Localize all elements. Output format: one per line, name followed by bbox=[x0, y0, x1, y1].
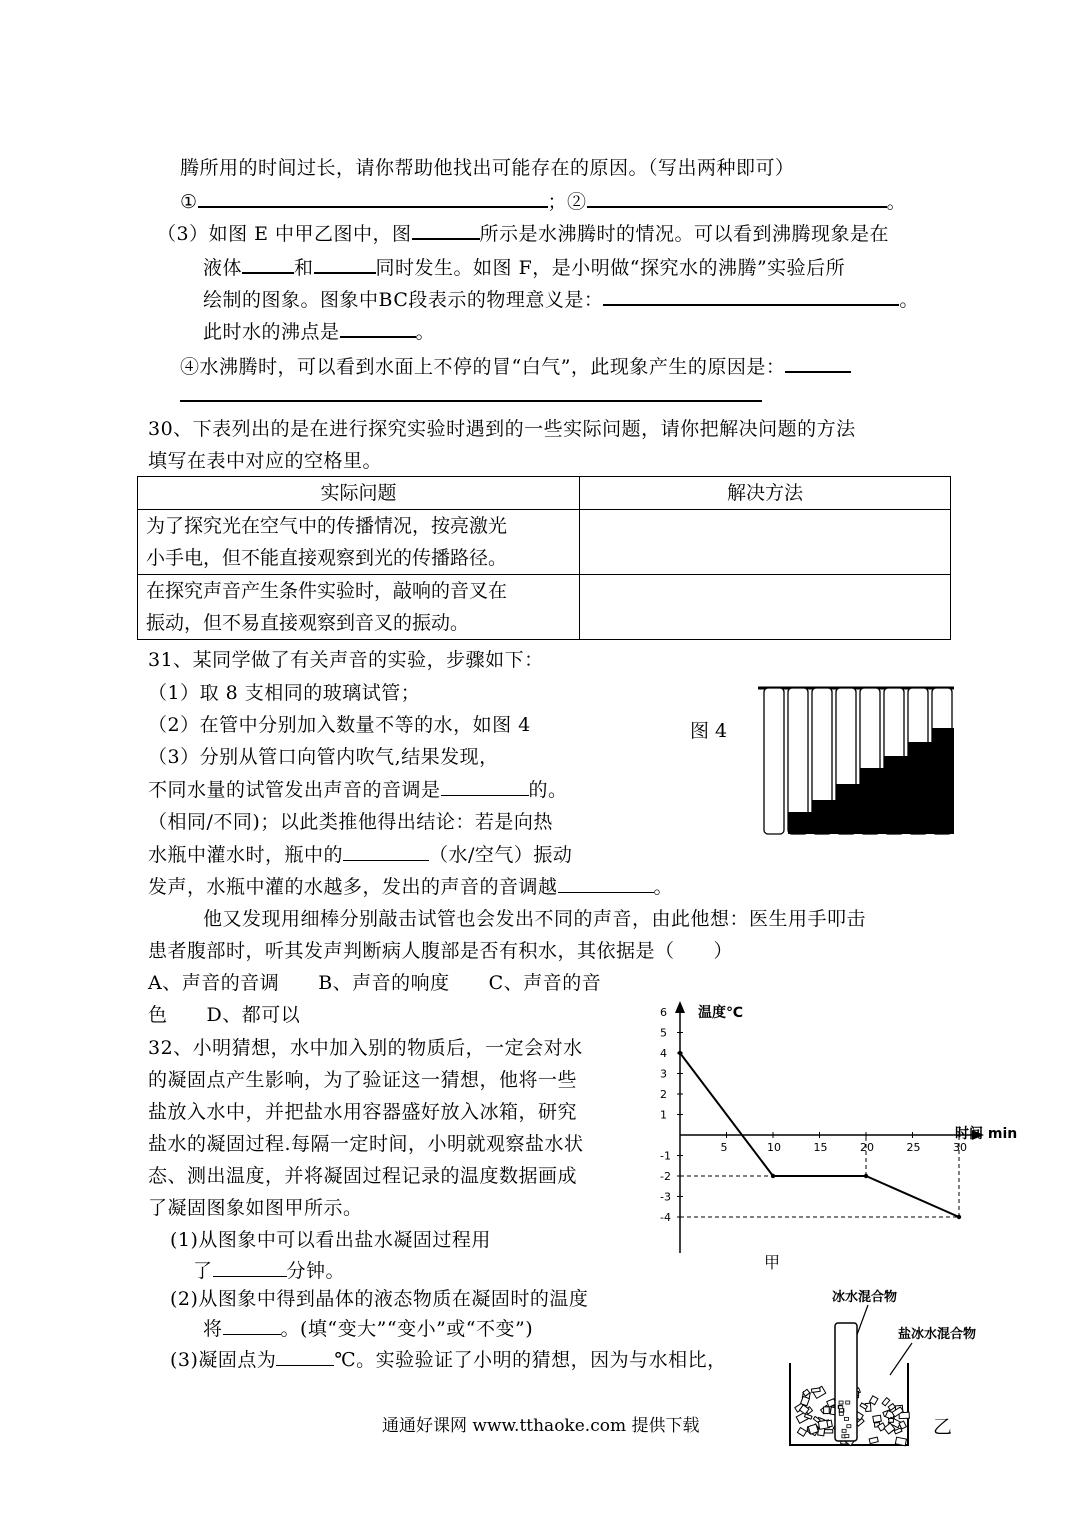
q31-line9: 他又发现用细棒分别敲击试管也会发出不同的声音，由此他想：医生用手叩击 bbox=[203, 908, 867, 930]
x-tick-label: 5 bbox=[720, 1141, 728, 1154]
water-column bbox=[836, 784, 860, 834]
answer-blank-white-gas-1[interactable] bbox=[785, 353, 851, 373]
water-column bbox=[812, 800, 836, 834]
q31-line3: （2）在管中分别加入数量不等的水，如图 4 bbox=[148, 714, 531, 736]
q31-text: 发声，水瓶中灌的水越多，发出的声音的音调越 bbox=[148, 876, 558, 898]
q32-line3: 盐放入水中，并把盐水用容器盛好放入冰箱，研究 bbox=[148, 1101, 578, 1123]
answer-blank-reason2[interactable] bbox=[587, 188, 887, 208]
x-tick-label: 25 bbox=[906, 1141, 921, 1154]
solution-cell-input[interactable] bbox=[580, 510, 951, 575]
q29-text: ④水沸腾时，可以看到水面上不停的冒“白气”，此现象产生的原因是： bbox=[180, 356, 786, 378]
ice-chunk bbox=[889, 1418, 894, 1422]
q29-text: 。 bbox=[899, 289, 919, 311]
figure-yi-label: 乙 bbox=[933, 1416, 953, 1438]
y-tick-label: 3 bbox=[660, 1067, 667, 1081]
ice-chunk bbox=[839, 1401, 843, 1404]
label-salt-ice-water-mixture: 盐冰水混合物 bbox=[898, 1327, 977, 1342]
ice-chunk bbox=[811, 1388, 820, 1393]
q29-line1: 腾所用的时间过长，请你帮助他找出可能存在的原因。（写出两种即可） bbox=[180, 157, 795, 179]
answer-blank-liquid-part2[interactable] bbox=[314, 254, 376, 274]
ice-chunk bbox=[895, 1437, 906, 1446]
answer-blank-white-gas-2[interactable] bbox=[180, 400, 762, 402]
ice-chunk bbox=[846, 1401, 850, 1404]
y-tick-label: 6 bbox=[660, 1006, 667, 1019]
q31-line5 bbox=[148, 777, 568, 802]
y-axis-label: 温度℃ bbox=[698, 1005, 743, 1021]
answer-blank-bc-meaning[interactable] bbox=[603, 286, 899, 306]
x-tick-label: 20 bbox=[860, 1141, 874, 1154]
q31-text: （水/空气）振动 bbox=[429, 844, 573, 866]
y-tick-label: -3 bbox=[660, 1190, 671, 1204]
q29-text: 。 bbox=[415, 321, 436, 343]
q32-line10 bbox=[203, 1316, 533, 1341]
y-tick-label: -4 bbox=[660, 1211, 671, 1224]
water-column bbox=[884, 756, 908, 834]
figure-4-label: 图 4 bbox=[690, 720, 728, 742]
test-tube bbox=[764, 688, 784, 834]
ice-chunk bbox=[873, 1415, 882, 1422]
q29-line6 bbox=[203, 318, 435, 344]
label-ice-water-mixture: 冰水混合物 bbox=[832, 1290, 898, 1305]
ice-chunk bbox=[839, 1409, 843, 1412]
q29-text: 此时水的沸点是 bbox=[203, 321, 340, 343]
water-column bbox=[788, 812, 812, 834]
q32-line5: 态、测出温度，并将凝固过程记录的温度数据画成 bbox=[148, 1165, 578, 1187]
answer-blank-vibrating-medium[interactable] bbox=[343, 842, 429, 861]
y-tick-label: 1 bbox=[660, 1108, 667, 1122]
ice-chunk bbox=[824, 1407, 830, 1414]
y-tick-label: -2 bbox=[660, 1170, 671, 1183]
answer-blank-duration[interactable] bbox=[213, 1258, 287, 1277]
q31-line4: （3）分别从管口向管内吹气,结果发现， bbox=[148, 746, 499, 768]
q30-line2: 填写在表中对应的空格里。 bbox=[148, 450, 383, 472]
answer-blank-reason1[interactable] bbox=[198, 188, 548, 208]
q29-text: 和 bbox=[294, 257, 314, 279]
problem-text: 小手电，但不能直接观察到光的传播路径。 bbox=[146, 547, 508, 569]
footer-source: 通通好课网 www.tthaoke.com 提供下载 bbox=[382, 1416, 700, 1436]
q29-line7 bbox=[180, 353, 851, 379]
q31-text: 。 bbox=[653, 876, 674, 898]
header-actual-problem: 实际问题 bbox=[138, 477, 580, 510]
q32-line2: 的凝固点产生影响，为了验证这一猜想，他将一些 bbox=[148, 1069, 578, 1091]
x-tick-label: 10 bbox=[767, 1141, 781, 1154]
q31-line6: （相同/不同)；以此类推他得出结论：若是向热 bbox=[148, 811, 553, 833]
ice-chunk bbox=[824, 1430, 833, 1433]
q29-text: 同时发生。如图 F，是小明做“探究水的沸腾”实验后所 bbox=[375, 257, 846, 279]
answer-blank-boiling-figure[interactable] bbox=[412, 220, 480, 240]
q29-text: 液体 bbox=[203, 257, 243, 279]
q29-line3 bbox=[157, 220, 889, 246]
q31-line8 bbox=[148, 874, 673, 899]
problem-text: 在探究声音产生条件实验时，敲响的音叉在 bbox=[146, 580, 508, 602]
x-axis-label: 时间 min bbox=[955, 1126, 1018, 1142]
q32-text: (3)凝固点为 bbox=[170, 1349, 277, 1371]
q31-text: 水瓶中灌水时，瓶中的 bbox=[148, 844, 344, 866]
water-column bbox=[908, 742, 932, 834]
q32-line8 bbox=[193, 1258, 345, 1283]
answer-blank-pitch-trend[interactable] bbox=[558, 874, 654, 893]
water-column bbox=[932, 728, 954, 834]
q29-text: （3）如图 E 中甲乙图中，图 bbox=[157, 223, 412, 245]
q30-table bbox=[137, 476, 951, 640]
solution-cell-input[interactable] bbox=[580, 575, 951, 640]
q31-line12: 色 D、都可以 bbox=[148, 1004, 301, 1026]
problem-text: 振动，但不易直接观察到音叉的振动。 bbox=[146, 612, 470, 634]
y-tick-label: -1 bbox=[660, 1149, 671, 1163]
answer-blank-temp-change[interactable] bbox=[223, 1316, 281, 1335]
header-solution: 解决方法 bbox=[580, 477, 951, 510]
q32-text: 将 bbox=[203, 1318, 223, 1340]
q30-line1: 30、下表列出的是在进行探究实验时遇到的一些实际问题，请你把解决问题的方法 bbox=[148, 418, 856, 440]
problem-cell bbox=[138, 510, 580, 575]
q29-line5 bbox=[203, 286, 919, 312]
ice-chunk bbox=[845, 1435, 849, 1438]
q32-text: ℃。实验验证了小明的猜想，因为与水相比， bbox=[334, 1349, 727, 1371]
q29-circle1: ① bbox=[180, 191, 198, 213]
q31-line7 bbox=[148, 842, 572, 867]
chart-ticks bbox=[660, 1006, 967, 1224]
q29-line4 bbox=[203, 254, 845, 280]
table-row bbox=[138, 575, 951, 640]
q32-line1: 32、小明猜想，水中加入别的物质后，一定会对水 bbox=[148, 1037, 583, 1059]
x-tick-label: 15 bbox=[813, 1141, 828, 1154]
y-tick-label: 5 bbox=[660, 1026, 667, 1040]
y-tick-label: 4 bbox=[660, 1047, 667, 1060]
q31-line1: 31、某同学做了有关声音的实验，步骤如下： bbox=[148, 649, 544, 671]
q32-line9: (2)从图象中得到晶体的液态物质在凝固时的温度 bbox=[170, 1288, 589, 1310]
q29-text: 所示是水沸腾时的情况。可以看到沸腾现象是在 bbox=[479, 223, 890, 245]
q31-line11: A、声音的音调 B、声音的响度 C、声音的音 bbox=[148, 972, 602, 994]
test-tubes-figure bbox=[758, 684, 954, 844]
answer-blank-freezing-point[interactable] bbox=[276, 1347, 334, 1366]
ice-chunk bbox=[839, 1412, 843, 1415]
q31-line2: （1）取 8 支相同的玻璃试管； bbox=[148, 682, 421, 704]
freezing-chart bbox=[650, 995, 1035, 1280]
q32-line6: 了凝固图象如图甲所示。 bbox=[148, 1197, 363, 1219]
ice-chunk bbox=[844, 1417, 848, 1420]
q32-line4: 盐水的凝固过程.每隔一定时间，小明就观察盐水状 bbox=[148, 1133, 584, 1155]
q32-text: 了 bbox=[193, 1260, 213, 1282]
q29-line2 bbox=[180, 188, 906, 214]
q29-period: 。 bbox=[886, 191, 907, 213]
q29-text: 绘制的图象。图象中BC段表示的物理意义是： bbox=[203, 289, 604, 311]
q31-text: 的。 bbox=[528, 779, 568, 801]
q31-line10: 患者腹部时，听其发声判断病人腹部是否有积水，其依据是（ ） bbox=[148, 940, 734, 962]
answer-blank-liquid-part1[interactable] bbox=[242, 254, 294, 274]
problem-cell bbox=[138, 575, 580, 640]
ice-chunk bbox=[842, 1429, 846, 1432]
table-row bbox=[138, 510, 951, 575]
answer-blank-boiling-point[interactable] bbox=[340, 318, 416, 338]
problem-text: 为了探究光在空气中的传播情况，按亮激光 bbox=[146, 515, 508, 537]
ice-chunk bbox=[827, 1420, 832, 1427]
water-column bbox=[860, 768, 884, 834]
q32-text: 。(填“变大”“变小”或“不变”) bbox=[280, 1318, 534, 1340]
q32-text: 分钟。 bbox=[286, 1260, 346, 1282]
x-tick-label: 30 bbox=[953, 1141, 967, 1154]
chart-axes bbox=[675, 1001, 984, 1253]
table-header-row bbox=[138, 477, 951, 510]
q32-line7: (1)从图象中可以看出盐水凝固过程用 bbox=[170, 1229, 491, 1251]
chart-caption: 甲 bbox=[764, 1253, 781, 1272]
ice-chunk bbox=[808, 1424, 818, 1434]
y-tick-label: 2 bbox=[660, 1088, 667, 1101]
q31-text: 不同水量的试管发出声音的音调是 bbox=[148, 779, 441, 801]
ice-chunk bbox=[847, 1425, 851, 1428]
q32-line11 bbox=[170, 1347, 727, 1372]
q29-circle2: ；② bbox=[547, 191, 587, 213]
y-axis-arrow bbox=[675, 1001, 685, 1013]
answer-blank-pitch-same[interactable] bbox=[441, 777, 529, 796]
ice-chunk bbox=[839, 1406, 843, 1409]
